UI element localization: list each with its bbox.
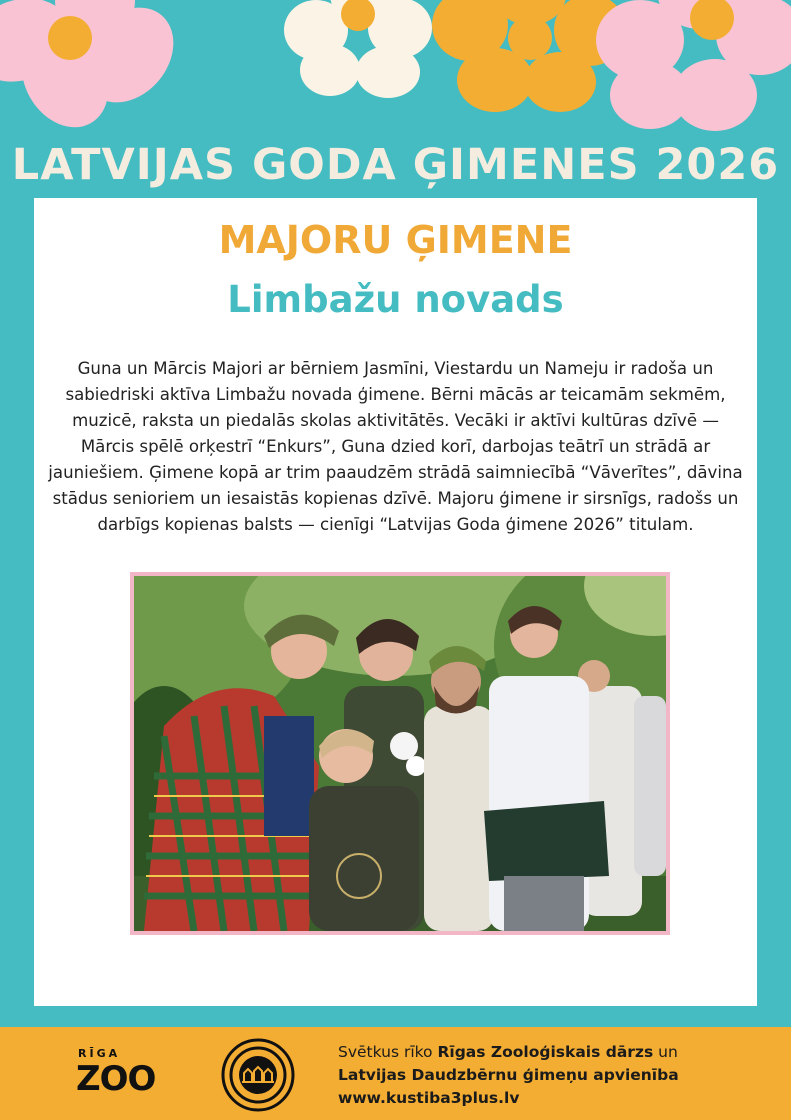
orange-flower [432, 0, 626, 112]
organizers-line-3 [338, 1087, 778, 1110]
page-title: LATVIJAS GODA ĢIMENES 2026 [11, 140, 780, 190]
family-description: Guna un Mārcis Majori ar bērniem Jasmīni, Viestardu un Nameju ir radoša un sabiedriski aktīva Limbažu novada ģimene. Bērni mācās ar teicamām sekmēm, muzicē, raksta un piedalās skolas aktivitātēs. Vecāki ir aktīvi kultūras dzīvē — Mārcis spēlē orķestrī “Enkurs”, Guna dzied korī, darbojas teātrī un strādā ar jauniešiem. Ģimene kopā ar trim paaudzēm strādā saimniecībā “Vāverītes”, dāvina stādus senioriem un iesaistās kopienas dzīvē. Majoru ģimene ir sirsnīgs, radošs un darbīgs kopienas balsts — cienīgi “Latvijas Goda ģimene 2026” titulam. [48, 359, 743, 534]
daudzbernu-association-logo [220, 1037, 296, 1113]
flower-pattern-icon [0, 0, 791, 150]
family-photo-icon [134, 576, 666, 931]
pink-flower-right [596, 0, 791, 131]
organizers-line-2 [338, 1064, 778, 1087]
riga-zoo-logo [74, 1045, 184, 1105]
website-link[interactable]: www.kustiba3plus.lv [338, 1089, 520, 1107]
riga-zoo-logo-bottom: ZOO [76, 1059, 156, 1099]
family-card [34, 198, 757, 1006]
cream-flower-center [284, 0, 432, 98]
organizer-association: Latvijas Daudzbērnu ģimeņu apvienība [338, 1066, 679, 1084]
riga-zoo-logo-top: RĪGA [78, 1047, 121, 1060]
organizer-zoo: Rīgas Zooloģiskais dārzs [437, 1043, 654, 1061]
footer-banner [0, 1027, 791, 1120]
family-name: MAJORU ĢIMENE [218, 218, 573, 262]
region-name: Limbažu novads [227, 278, 564, 321]
pink-flower-left [0, 0, 192, 143]
organizers-prefix: Svētkus rīko [338, 1043, 438, 1061]
organizers-text [338, 1041, 778, 1110]
organizers-conjunction: un [653, 1043, 678, 1061]
family-photo [130, 572, 670, 935]
decorative-flowers [0, 0, 791, 150]
organizers-line-1 [338, 1041, 778, 1064]
association-emblem-icon [220, 1037, 296, 1113]
